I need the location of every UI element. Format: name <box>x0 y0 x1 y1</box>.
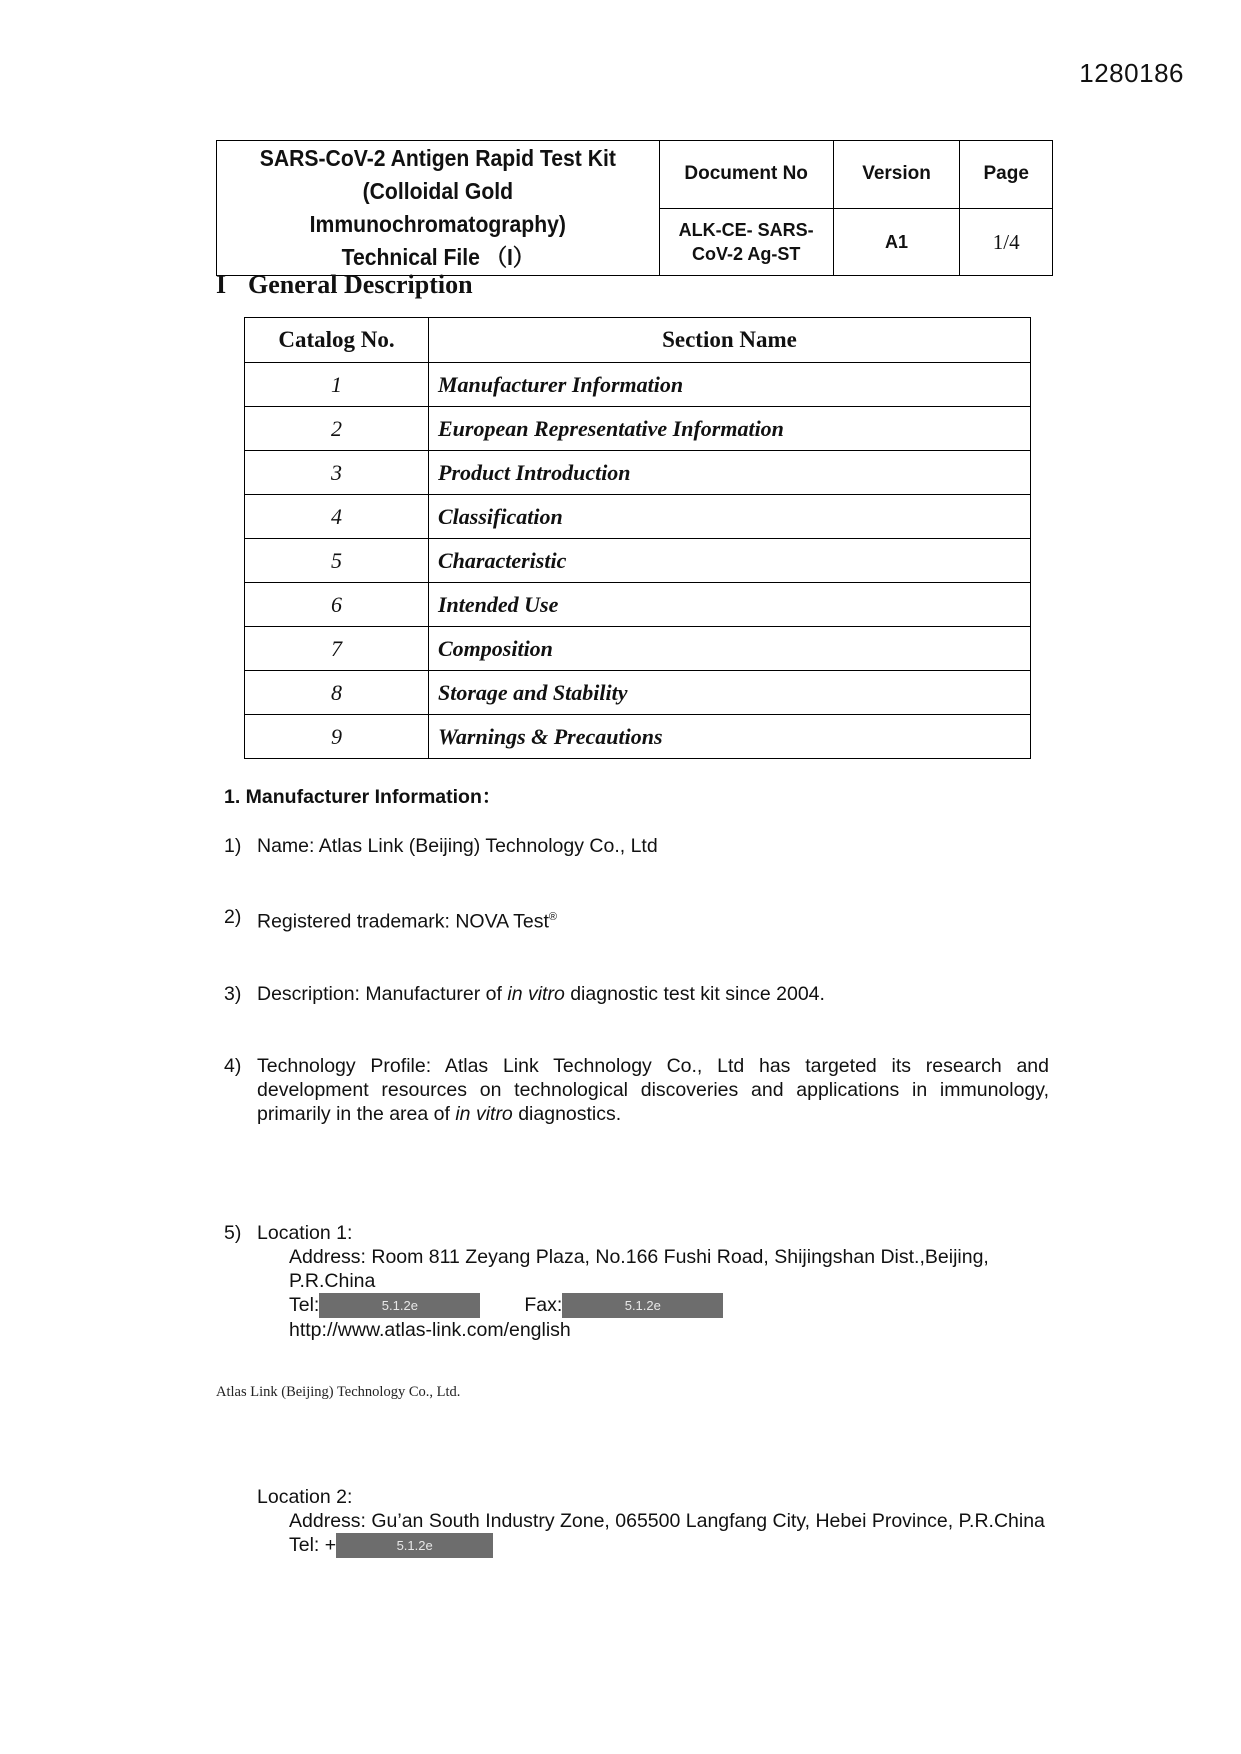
description-post: diagnostic test kit since 2004. <box>564 982 825 1005</box>
location-1-address: Address: Room 811 Zeyang Plaza, No.166 Fushi Road, Shijingshan Dist.,Beijing, P.R.China <box>289 1245 989 1292</box>
description-pre: Description: Manufacturer of <box>257 982 508 1005</box>
section-name: Manufacturer Information <box>429 363 1031 407</box>
doc-no-line-1: ALK-CE- SARS- <box>678 219 814 240</box>
table-row <box>245 583 1031 627</box>
catalog-no: 5 <box>245 539 429 583</box>
doc-no-value <box>659 208 833 276</box>
name-header-word: Name <box>739 327 797 352</box>
section-name: Intended Use <box>429 583 1031 627</box>
list-item <box>224 1485 1049 1558</box>
website-url[interactable]: http://www.atlas-link.com/english <box>289 1318 571 1341</box>
title-line-2: (Colloidal Gold Immunochromatography) <box>309 178 566 237</box>
document-header-table <box>216 140 1053 276</box>
title-line-1: SARS-CoV-2 Antigen Rapid Test Kit <box>259 145 616 171</box>
section-header-word: Section <box>662 327 734 352</box>
fax-label: Fax: <box>524 1293 563 1316</box>
profile-post: diagnostics. <box>512 1102 622 1125</box>
table-row <box>245 363 1031 407</box>
section-name: Storage and Stability <box>429 671 1031 715</box>
item-number: 3) <box>224 982 242 1005</box>
doc-no-line-2: CoV-2 Ag-ST <box>691 243 801 264</box>
profile-em: in vitro <box>455 1102 513 1125</box>
list-item <box>224 982 1057 1006</box>
item-number: 5) <box>224 1221 242 1244</box>
table-row <box>245 407 1031 451</box>
title-line-3: Technical File （I） <box>341 244 535 270</box>
catalog-no: 6 <box>245 583 429 627</box>
table-row <box>245 495 1031 539</box>
location-2-details <box>257 1509 1049 1558</box>
location-1-contact <box>289 1293 1049 1318</box>
location-2-title: Location 2: <box>257 1485 353 1508</box>
section-name: Product Introduction <box>429 451 1031 495</box>
tel-label: Tel: <box>289 1293 320 1316</box>
page-value: 1/4 <box>960 208 1053 276</box>
catalog-no: 4 <box>245 495 429 539</box>
table-row <box>245 539 1031 583</box>
table-row <box>245 671 1031 715</box>
section-name: European Representative Information <box>429 407 1031 451</box>
catalog-no: 2 <box>245 407 429 451</box>
item-number: 2) <box>224 906 242 928</box>
list-item <box>224 905 1057 934</box>
name-text: Name: Atlas Link (Beijing) Technology Co., Ltd <box>257 835 658 857</box>
footer-company: Atlas Link (Beijing) Technology Co., Ltd. <box>216 1384 461 1400</box>
redacted-tel: 5.1.2e <box>319 1293 480 1318</box>
item-number: 4) <box>224 1054 242 1077</box>
section-name: Warnings & Precautions <box>429 715 1031 759</box>
catalog-no: 7 <box>245 627 429 671</box>
location-1-title: Location 1: <box>257 1221 353 1244</box>
section-title: General Description <box>248 270 473 299</box>
document-title <box>217 141 660 276</box>
doc-no-label: Document No <box>659 141 833 209</box>
manufacturer-heading: 1. Manufacturer Information： <box>224 786 502 808</box>
redacted-fax: 5.1.2e <box>562 1293 723 1318</box>
section-name: Composition <box>429 627 1031 671</box>
trademark-text: Registered trademark: NOVA Test <box>257 910 549 933</box>
technology-profile <box>257 1054 1049 1126</box>
list-item <box>224 834 1057 858</box>
location-1-details <box>257 1245 1049 1342</box>
version-label: Version <box>833 141 960 209</box>
page-number: 1280186 <box>1079 58 1184 88</box>
section-name-header <box>429 318 1031 363</box>
table-row <box>245 627 1031 671</box>
description-em: in vitro <box>507 982 565 1005</box>
catalog-no-header: Catalog No. <box>245 318 429 363</box>
table-row <box>245 715 1031 759</box>
page-label: Page <box>960 141 1053 209</box>
section-number: I <box>216 270 227 299</box>
location-2-address: Address: Gu’an South Industry Zone, 065500 Langfang City, Hebei Province, P.R.China <box>289 1509 1045 1532</box>
redacted-tel-2: 5.1.2e <box>336 1533 493 1558</box>
item-number: 1) <box>224 835 242 857</box>
registered-mark: ® <box>548 911 558 923</box>
catalog-no: 3 <box>245 451 429 495</box>
tel-label-2: Tel: + <box>289 1533 337 1556</box>
catalog-no: 1 <box>245 363 429 407</box>
version-value: A1 <box>833 208 960 276</box>
list-item <box>224 1054 1049 1126</box>
section-heading <box>216 270 473 300</box>
location-2-contact <box>289 1533 1049 1558</box>
profile-pre: Technology Profile: Atlas Link Technology Co., Ltd has targeted its research and development resources on technological discoveries and applications in immunology, primarily in the area of <box>257 1054 1049 1125</box>
catalog-table <box>244 317 1031 759</box>
catalog-no: 8 <box>245 671 429 715</box>
catalog-header-row <box>245 318 1031 363</box>
section-name: Characteristic <box>429 539 1031 583</box>
catalog-no: 9 <box>245 715 429 759</box>
section-name: Classification <box>429 495 1031 539</box>
table-row <box>245 451 1031 495</box>
list-item <box>224 1221 1049 1342</box>
